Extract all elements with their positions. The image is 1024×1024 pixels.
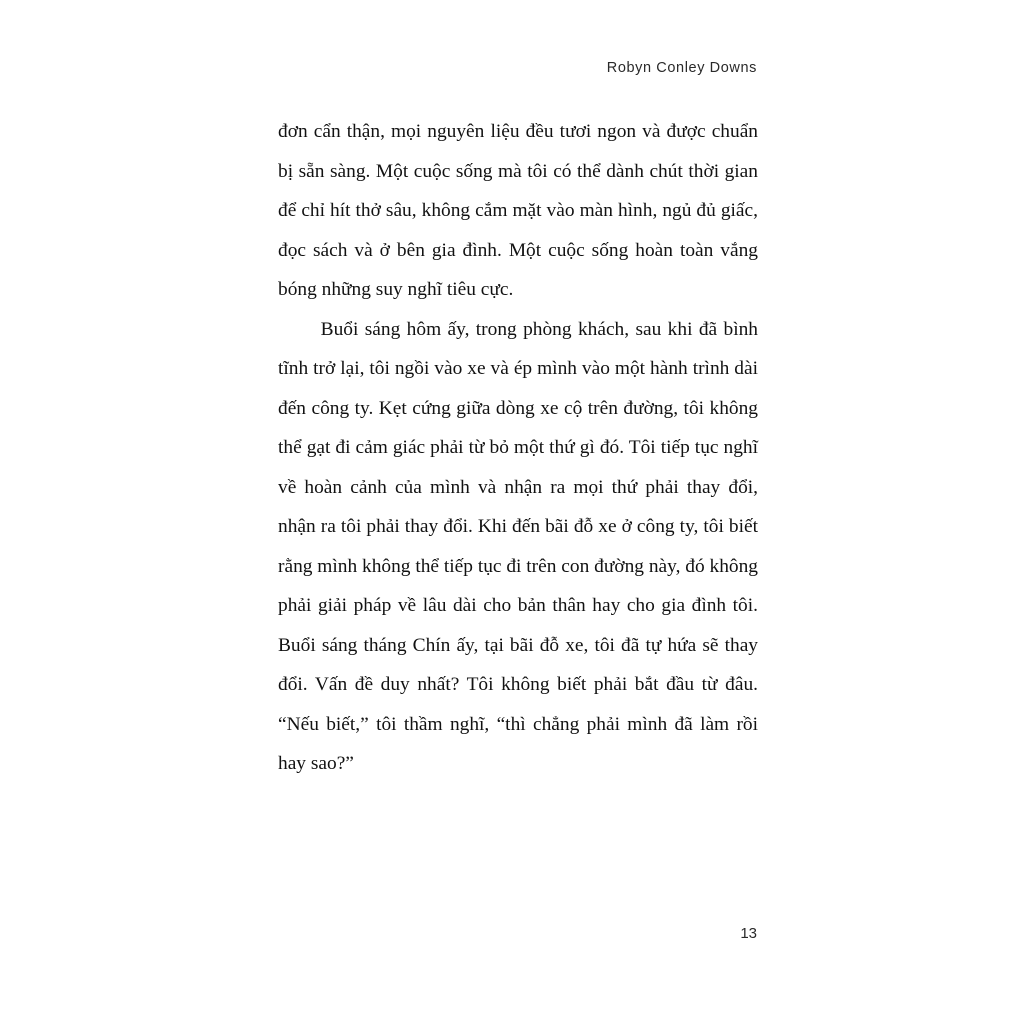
paragraph: Buổi sáng hôm ấy, trong phòng khách, sau khi đã bình tĩnh trở lại, tôi ngồi vào xe và ép mình vào một hành trình dài đến công ty. Kẹt cứng giữa dòng xe cộ trên đường, tôi không thể gạt đi cảm giác phải từ bỏ một thứ gì đó. Tôi tiếp tục nghĩ về hoàn cảnh của mình và nhận ra mọi thứ phải thay đổi, nhận ra tôi phải thay đổi. Khi đến bãi đỗ xe ở công ty, tôi biết rằng mình không thể tiếp tục đi trên con đường này, đó không phải giải pháp về lâu dài cho bản thân hay cho gia đình tôi. Buổi sáng tháng Chín ấy, tại bãi đỗ xe, tôi đã tự hứa sẽ thay đổi. Vấn đề duy nhất? Tôi không biết phải bắt đầu từ đâu. “Nếu biết,” tôi thầm nghĩ, “thì chẳng phải mình đã làm rồi hay sao?” (278, 318, 758, 774)
page-number: 13 (740, 925, 757, 942)
page-body-text (278, 112, 758, 784)
running-head-author: Robyn Conley Downs (606, 60, 757, 76)
paragraph: đơn cẩn thận, mọi nguyên liệu đều tươi ngon và được chuẩn bị sẵn sàng. Một cuộc sống mà tôi có thể dành chút thời gian để chỉ hít thở sâu, không cắm mặt vào màn hình, ngủ đủ giấc, đọc sách và ở bên gia đình. Một cuộc sống hoàn toàn vắng bóng những suy nghĩ tiêu cực. (278, 121, 758, 300)
